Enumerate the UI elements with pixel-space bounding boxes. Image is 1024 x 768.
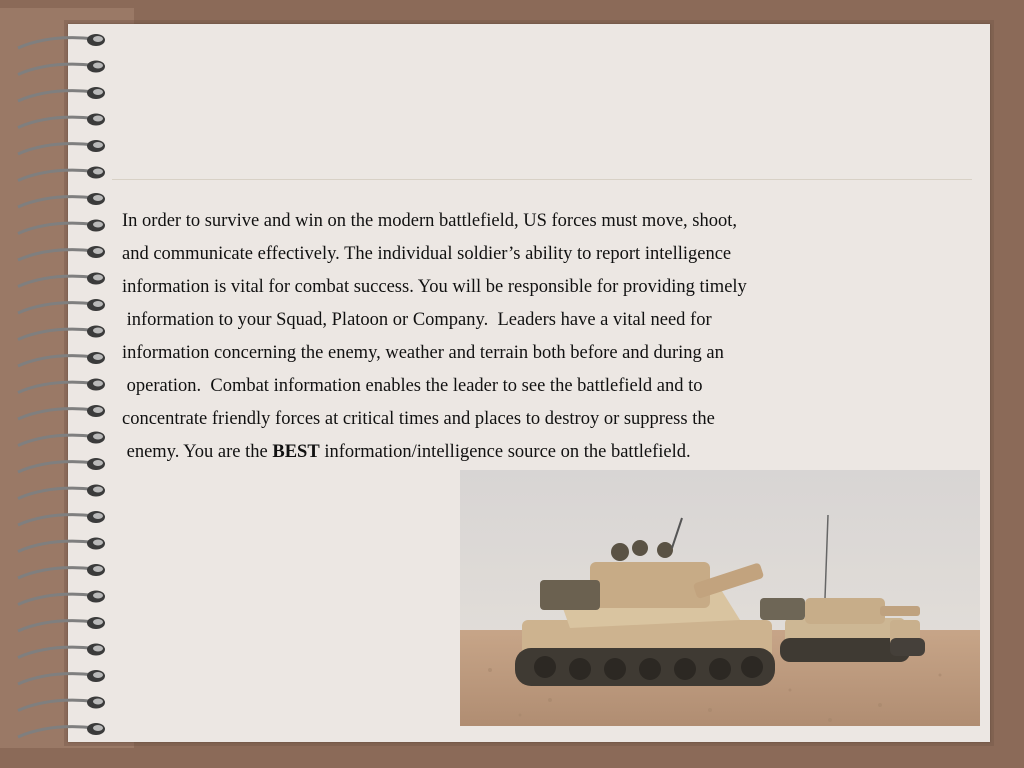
spiral-ring-icon [18, 591, 105, 605]
spiral-ring-icon [18, 670, 105, 684]
spiral-ring-icon [18, 61, 105, 75]
spiral-ring-icon [18, 538, 105, 552]
spiral-ring-icon [18, 220, 105, 234]
last-line-prefix: enemy. You are the [122, 442, 273, 462]
spiral-ring-icon [18, 114, 105, 128]
spiral-ring-icon [18, 352, 105, 366]
spiral-ring-icon [18, 299, 105, 313]
paragraph-line: operation. Combat information enables the leader to see the battlefield and to [122, 376, 703, 396]
spiral-ring-icon [18, 167, 105, 181]
spiral-ring-icon [18, 140, 105, 154]
paragraph-line: concentrate friendly forces at critical times and places to destroy or suppress the [122, 409, 715, 429]
spiral-ring-icon [18, 326, 105, 340]
tank-photo [460, 470, 980, 726]
spiral-ring-icon [18, 405, 105, 419]
body-paragraph [122, 205, 922, 469]
spiral-ring-icon [18, 564, 105, 578]
best-emphasis: BEST [272, 442, 320, 462]
spiral-ring-icon [18, 485, 105, 499]
spiral-ring-icon [18, 644, 105, 658]
spiral-ring-icon [18, 511, 105, 525]
spiral-ring-icon [18, 34, 105, 48]
paragraph-last-line [122, 436, 922, 469]
last-line-suffix: information/intelligence source on the battlefield. [319, 442, 691, 462]
spiral-ring-icon [18, 246, 105, 260]
spiral-ring-icon [18, 617, 105, 631]
paragraph-line: In order to survive and win on the modern battlefield, US forces must move, shoot, [122, 211, 737, 231]
spiral-ring-icon [18, 273, 105, 287]
header-rule [112, 179, 972, 180]
spiral-ring-icon [18, 458, 105, 472]
spiral-ring-icon [18, 697, 105, 711]
spiral-ring-icon [18, 87, 105, 101]
spiral-ring-icon [18, 723, 105, 737]
spiral-binding-icon [0, 0, 130, 768]
spiral-ring-icon [18, 432, 105, 446]
spiral-ring-icon [18, 193, 105, 207]
third-tank-icon [890, 620, 925, 656]
spiral-ring-icon [18, 379, 105, 393]
paragraph-line: information to your Squad, Platoon or Company. Leaders have a vital need for [122, 310, 712, 330]
paragraph-line: and communicate effectively. The individual soldier’s ability to report intelligence [122, 244, 732, 264]
paragraph-line: information is vital for combat success. You will be responsible for providing timely [122, 277, 747, 297]
paragraph-line: information concerning the enemy, weather and terrain both before and during an [122, 343, 724, 363]
